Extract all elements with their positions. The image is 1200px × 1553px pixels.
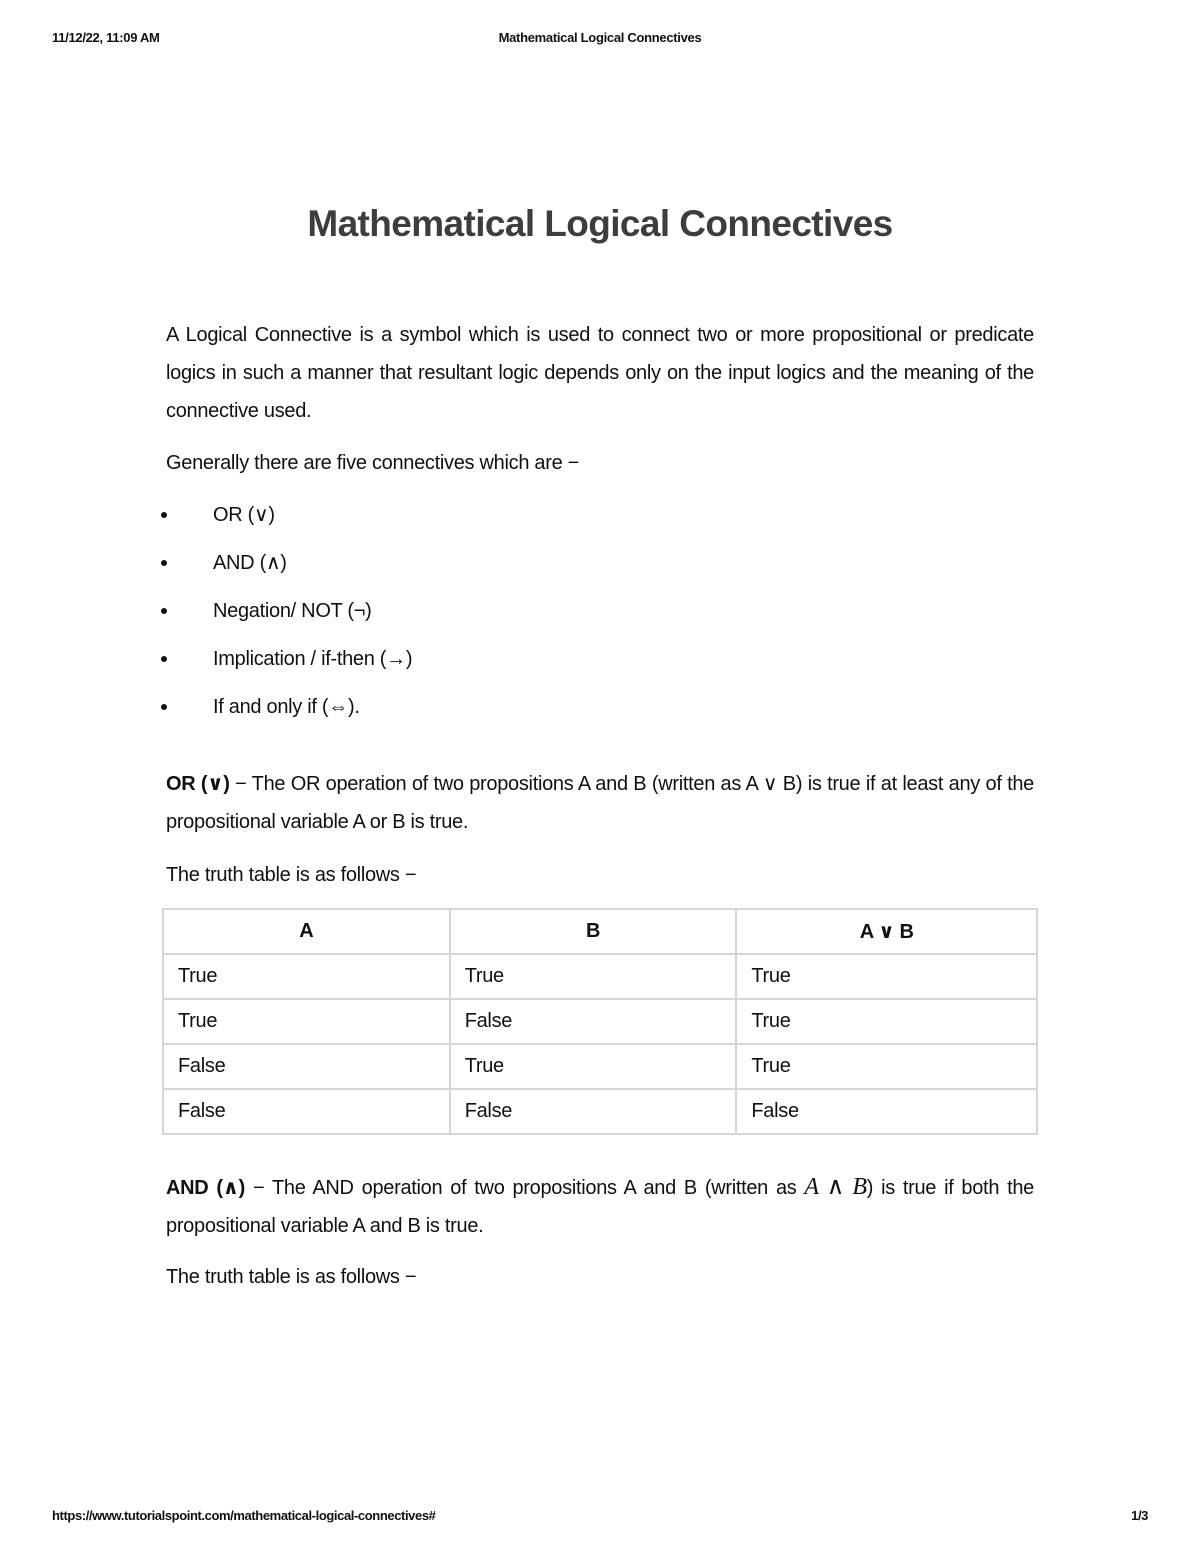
list-item-label: OR (∨): [213, 504, 275, 526]
list-item: [166, 688, 412, 736]
bullet-icon: [161, 656, 167, 662]
list-item: [166, 640, 412, 688]
bullet-icon: [161, 704, 167, 710]
and-math-expression: A ∧ B: [804, 1174, 867, 1200]
source-url: https://www.tutorialspoint.com/mathematical-logical-connectives#: [52, 1508, 436, 1523]
and-description-start: − The AND operation of two propositions A and B (written as: [245, 1177, 805, 1199]
or-definition: [166, 765, 1034, 841]
bullet-icon: [161, 512, 167, 518]
list-item-label: Implication / if-then (→): [213, 648, 413, 670]
column-header-a-or-b: A ∨ B: [736, 909, 1037, 954]
table-cell: False: [450, 999, 737, 1044]
page-title: Mathematical Logical Connectives: [307, 203, 893, 244]
table-row: [163, 954, 1037, 999]
and-definition: [166, 1168, 1034, 1245]
table-cell: True: [163, 999, 450, 1044]
table-cell: False: [736, 1089, 1037, 1134]
table-cell: True: [736, 954, 1037, 999]
list-item: [166, 544, 412, 592]
table-cell: True: [736, 1044, 1037, 1089]
or-truth-table-lead: The truth table is as follows −: [166, 864, 417, 886]
table-row: [163, 1044, 1037, 1089]
or-term: OR (∨): [166, 773, 230, 795]
list-item-label: If and only if (⇔).: [213, 696, 360, 718]
table-row: [163, 1089, 1037, 1134]
or-description: − The OR operation of two propositions A and B (written as A ∨ B) is true if at least any of the propositional variable A or B is true.: [166, 773, 1034, 833]
and-description-end: ) is true if both the propositional variable A and B is true.: [166, 1177, 1034, 1237]
bullet-icon: [161, 560, 167, 566]
table-header-row: [163, 909, 1037, 954]
table-cell: True: [736, 999, 1037, 1044]
and-truth-table-lead: The truth table is as follows −: [166, 1266, 417, 1288]
print-page-title: Mathematical Logical Connectives: [498, 30, 702, 45]
table-cell: False: [163, 1044, 450, 1089]
table-cell: False: [163, 1089, 450, 1134]
list-item-label: AND (∧): [213, 552, 287, 574]
column-header-a: A: [163, 909, 450, 954]
list-item: [166, 592, 412, 640]
print-header: [52, 30, 1148, 50]
and-term: AND (∧): [166, 1177, 246, 1199]
connectives-lead: Generally there are five connectives which are −: [166, 452, 580, 474]
table-cell: True: [450, 1044, 737, 1089]
table-cell: True: [163, 954, 450, 999]
bullet-icon: [161, 608, 167, 614]
list-item-label: Negation/ NOT (¬): [213, 600, 372, 622]
table-cell: True: [450, 954, 737, 999]
column-header-b: B: [450, 909, 737, 954]
intro-paragraph: A Logical Connective is a symbol which is used to connect two or more propositional or predicate logics in such a manner that resultant logic depends only on the input logics and the meaning of the connective used.: [166, 324, 1034, 422]
print-date: 11/12/22, 11:09 AM: [52, 30, 160, 45]
list-item: [166, 496, 412, 544]
print-footer: [52, 1508, 1148, 1528]
page-number: 1/3: [1131, 1508, 1148, 1523]
table-cell: False: [450, 1089, 737, 1134]
or-truth-table: [162, 908, 1038, 1135]
connectives-list: [166, 496, 412, 736]
table-row: [163, 999, 1037, 1044]
